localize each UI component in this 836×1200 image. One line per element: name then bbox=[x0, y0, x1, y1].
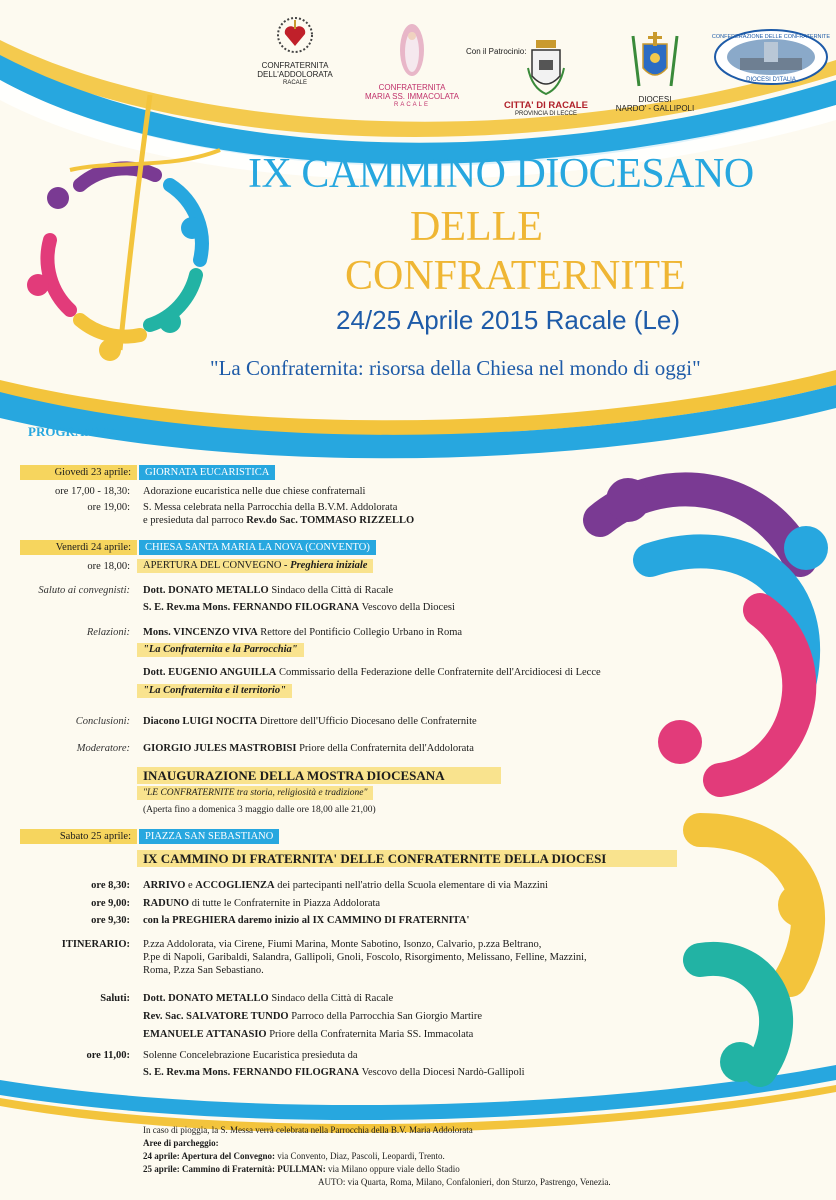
time-label: ore 11,00: bbox=[86, 1050, 130, 1061]
relazioni-label: Relazioni: bbox=[86, 627, 130, 638]
saluti-label: Saluti: bbox=[100, 993, 130, 1004]
confederation-seal-icon bbox=[712, 28, 830, 86]
logo-diocesi-line1: DIOCESI bbox=[638, 95, 672, 104]
logo-diocesi-line2: NARDO' - GALLIPOLI bbox=[615, 104, 695, 113]
footer-parking-25 bbox=[143, 1164, 460, 1175]
speaker-line bbox=[143, 1028, 473, 1041]
footer-auto: AUTO: via Quarta, Roma, Milano, Confalonieri, don Sturzo, Pastrengo, Venezia. bbox=[318, 1177, 611, 1187]
speaker-line bbox=[143, 626, 462, 639]
talk-title: "La Confraternita e il territorio" bbox=[137, 684, 292, 698]
footer-parking-24 bbox=[143, 1151, 445, 1162]
footer-date-label: 25 aprile: Cammino di Fraternità: bbox=[143, 1164, 275, 1174]
logo-addolorata bbox=[250, 14, 340, 88]
text-part: di tutte le Confraternite in Piazza Addolorata bbox=[189, 898, 381, 909]
mostra-note: (Aperta fino a domenica 3 maggio dalle ore 18,00 alle 21,00) bbox=[143, 805, 376, 815]
footer-date-label: 24 aprile: Apertura del Convegno: bbox=[143, 1151, 275, 1161]
speaker-name: S. E. Rev.ma Mons. FERNANDO FILOGRANA bbox=[143, 1067, 360, 1078]
program-text bbox=[143, 879, 548, 892]
large-figures-icon bbox=[600, 478, 828, 1082]
time-label: ore 17,00 - 18,30: bbox=[55, 486, 130, 497]
speaker-line bbox=[143, 601, 455, 614]
saluto-label: Saluto ai convegnisti: bbox=[38, 585, 130, 596]
logo-comune-line2: PROVINCIA DI LECCE bbox=[514, 111, 577, 117]
itinerary-line: Roma, P.zza San Sebastiano. bbox=[143, 965, 264, 976]
day-venerdi: Venerdì 24 aprile: bbox=[20, 540, 137, 555]
speaker-line bbox=[143, 742, 474, 755]
logo-confederazione bbox=[712, 28, 830, 91]
coat-of-arms-icon bbox=[526, 38, 566, 96]
program-text: con la PREGHIERA daremo inizio al IX CAMMINO DI FRATERNITA' bbox=[143, 915, 470, 926]
time-label: ore 9,00: bbox=[91, 898, 130, 909]
celebrant-name: Rev.do Sac. TOMMASO RIZZELLO bbox=[246, 515, 415, 526]
text-part: dei partecipanti nell'atrio della Scuola elementare di via Mazzini bbox=[274, 880, 548, 891]
program-text bbox=[143, 514, 414, 527]
title-line-2: DELLE bbox=[410, 204, 543, 250]
speaker-role: Sindaco della Città di Racale bbox=[268, 585, 394, 596]
speaker-line bbox=[143, 584, 393, 597]
title-line-1: IX CAMMINO DIOCESANO bbox=[248, 151, 754, 197]
event-motto: "La Confraternita: risorsa della Chiesa nel mondo di oggi" bbox=[210, 356, 701, 380]
time-label: ore 19,00: bbox=[87, 502, 130, 513]
program-text bbox=[143, 897, 380, 910]
logo-addolorata-line3: RACALE bbox=[282, 80, 307, 86]
speaker-role: Vescovo della Diocesi Nardò-Gallipoli bbox=[359, 1067, 525, 1078]
logo-immacolata-line3: RACALE bbox=[393, 102, 430, 108]
logo-immacolata-line1: CONFRATERNITA bbox=[378, 83, 446, 92]
time-label: ore 9,30: bbox=[91, 915, 130, 926]
speaker-name: Dott. DONATO METALLO bbox=[143, 993, 269, 1004]
programma-heading: PROGRAMMA bbox=[28, 424, 119, 439]
footer-text: via Milano oppure viale dello Stadio bbox=[325, 1164, 460, 1174]
cammino-title: IX CAMMINO DI FRATERNITA' DELLE CONFRATERNITE DELLA DIOCESI bbox=[137, 850, 677, 867]
mostra-subtitle-b: tra storia, religiosità e tradizione" bbox=[234, 788, 368, 798]
time-label: ore 18,00: bbox=[87, 561, 130, 572]
speaker-role: Sindaco della Città di Racale bbox=[268, 993, 394, 1004]
speaker-line bbox=[143, 666, 601, 679]
itinerary-line: P.pe di Napoli, Garibaldi, Salandra, Gallipoli, Gnoli, Foscolo, Risorgimento, Melissano, Felline, Mazzini, bbox=[143, 952, 587, 963]
svg-text:DIOCESI D'ITALIA: DIOCESI D'ITALIA bbox=[746, 77, 796, 83]
itinerario-label: ITINERARIO: bbox=[61, 939, 130, 950]
apertura-title: APERTURA DEL CONVEGNO bbox=[143, 560, 282, 571]
program-text-part: e presieduta dal parroco bbox=[143, 515, 247, 526]
time-label: ore 8,30: bbox=[91, 880, 130, 891]
event-date: 24/25 Aprile 2015 Racale (Le) bbox=[336, 305, 681, 335]
raduno-label: RADUNO bbox=[143, 898, 190, 909]
speaker-role: Parroco della Parrocchia San Giorgio Martire bbox=[288, 1011, 483, 1022]
patrocinio-label: Con il Patrocinio: bbox=[466, 47, 527, 56]
apertura-highlight bbox=[137, 559, 373, 573]
heart-crown-icon bbox=[275, 14, 315, 56]
mostra-subtitle bbox=[137, 786, 373, 800]
logo-immacolata bbox=[362, 22, 462, 110]
speaker-line bbox=[143, 1010, 482, 1023]
program-text: S. Messa celebrata nella Parrocchia della B.V.M. Addolorata bbox=[143, 502, 398, 513]
speaker-line bbox=[143, 715, 477, 728]
accoglienza-label: ACCOGLIENZA bbox=[195, 880, 275, 891]
logo-diocesi bbox=[612, 30, 698, 113]
day-sabato: Sabato 25 aprile: bbox=[20, 829, 137, 844]
speaker-role: Commissario della Federazione delle Confraternite dell'Arcidiocesi di Lecce bbox=[276, 667, 601, 678]
logo-comune-line1: CITTA' DI RACALE bbox=[504, 100, 588, 111]
footer-text: via Convento, Diaz, Pascoli, Leopardi, Trento. bbox=[275, 1151, 445, 1161]
speaker-name: S. E. Rev.ma Mons. FERNANDO FILOGRANA bbox=[143, 602, 360, 613]
footer-pullman-label: PULLMAN: bbox=[274, 1164, 326, 1174]
speaker-name: Dott. DONATO METALLO bbox=[143, 585, 269, 596]
bishop-arms-icon bbox=[627, 30, 683, 90]
speaker-role: Rettore del Pontificio Collegio Urbano in Roma bbox=[257, 627, 463, 638]
text-part: e bbox=[185, 880, 196, 891]
speaker-role: Priore della Confraternita dell'Addolorata bbox=[296, 743, 474, 754]
mostra-title: INAUGURAZIONE DELLA MOSTRA DIOCESANA bbox=[137, 767, 501, 784]
tag-piazza-san-sebastiano: PIAZZA SAN SEBASTIANO bbox=[139, 829, 279, 844]
speaker-name: GIORGIO JULES MASTROBISI bbox=[143, 743, 297, 754]
speaker-name: Mons. VINCENZO VIVA bbox=[143, 627, 258, 638]
speaker-name: Dott. EUGENIO ANGUILLA bbox=[143, 667, 277, 678]
speaker-role: Priore della Confraternita Maria SS. Immacolata bbox=[266, 1029, 474, 1040]
program-text: Solenne Concelebrazione Eucaristica presieduta da bbox=[143, 1050, 358, 1061]
speaker-role: Vescovo della Diocesi bbox=[359, 602, 455, 613]
tag-giornata-eucaristica: GIORNATA EUCARISTICA bbox=[139, 465, 275, 480]
tag-chiesa-santa-maria: CHIESA SANTA MARIA LA NOVA (CONVENTO) bbox=[139, 540, 376, 555]
speaker-name: EMANUELE ATTANASIO bbox=[143, 1029, 267, 1040]
itinerary-line: P.zza Addolorata, via Cirene, Fiumi Marina, Monte Sabotino, Isonzo, Calvario, p.zza Beltrano, bbox=[143, 939, 542, 950]
speaker-line bbox=[143, 992, 393, 1005]
speaker-line bbox=[143, 1066, 525, 1079]
moderatore-label: Moderatore: bbox=[76, 743, 130, 754]
footer-rain-note: In caso di pioggia, la S. Messa verrà celebrata nella Parrocchia della B.V. Maria Addolorata bbox=[143, 1125, 473, 1135]
day-giovedi: Giovedì 23 aprile: bbox=[20, 465, 137, 480]
logo-addolorata-line2: DELL'ADDOLORATA bbox=[257, 70, 333, 79]
arrivo-label: ARRIVO bbox=[143, 880, 186, 891]
speaker-role: Direttore dell'Ufficio Diocesano delle Confraternite bbox=[257, 716, 477, 727]
title-line-3: CONFRATERNITE bbox=[345, 253, 686, 299]
logo-addolorata-line1: CONFRATERNITA bbox=[261, 61, 329, 70]
program-text: Adorazione eucaristica nelle due chiese confraternali bbox=[143, 486, 366, 497]
logo-immacolata-line2: MARIA SS. IMMACOLATA bbox=[365, 92, 459, 101]
svg-text:CONFEDERAZIONE DELLE CONFRATER: CONFEDERAZIONE DELLE CONFRATERNITE bbox=[712, 34, 830, 40]
logo-comune bbox=[494, 38, 598, 119]
speaker-name: Diacono LUIGI NOCITA bbox=[143, 716, 258, 727]
conclusioni-label: Conclusioni: bbox=[75, 716, 130, 727]
talk-title: "La Confraternita e la Parrocchia" bbox=[137, 643, 304, 657]
mostra-subtitle-a: "LE CONFRATERNITE bbox=[143, 788, 235, 798]
madonna-icon bbox=[397, 22, 427, 78]
footer-parking-heading: Aree di parcheggio: bbox=[143, 1138, 219, 1148]
speaker-name: Rev. Sac. SALVATORE TUNDO bbox=[143, 1011, 289, 1022]
apertura-subtitle: - Preghiera iniziale bbox=[281, 560, 368, 571]
